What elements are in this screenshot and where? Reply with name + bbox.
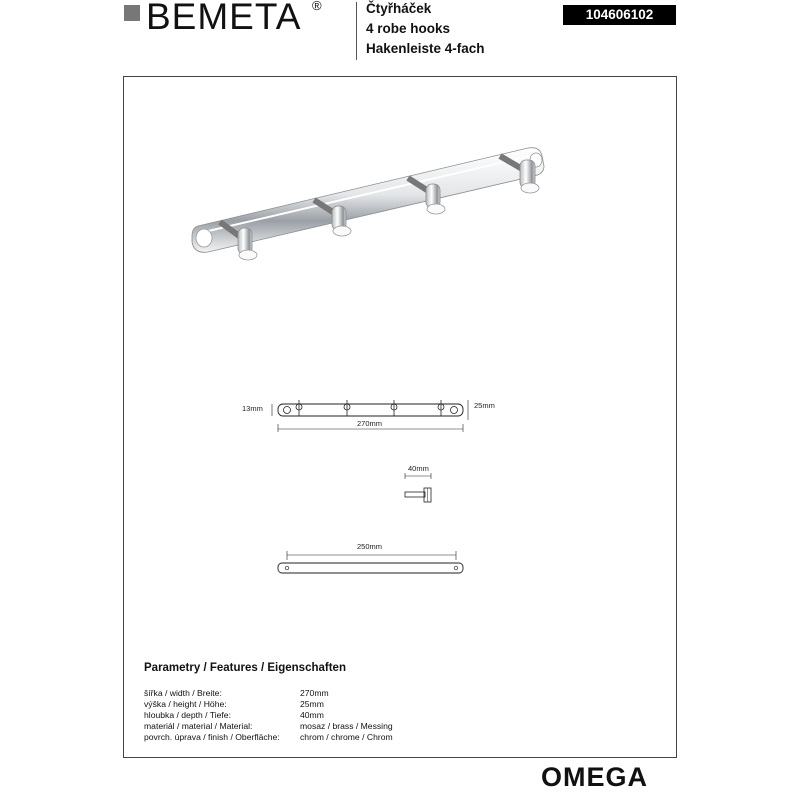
logo-square — [124, 5, 140, 21]
param-value: chrom / chrome / Chrom — [300, 732, 393, 742]
title-czech: Čtyřháček — [366, 1, 432, 16]
title-german: Hakenleiste 4-fach — [366, 41, 485, 56]
header-divider — [356, 2, 357, 60]
param-value: 40mm — [300, 710, 324, 720]
front-view-drawing — [236, 392, 516, 434]
param-label: výška / height / Höhe: — [144, 699, 227, 709]
side-view-drawing — [396, 462, 446, 510]
dim-height-right: 25mm — [474, 401, 495, 410]
params-heading: Parametry / Features / Eigenschaften — [144, 662, 346, 674]
param-label: hloubka / depth / Tiefe: — [144, 710, 231, 720]
param-value: 270mm — [300, 688, 329, 698]
dim-mount-width: 250mm — [357, 542, 383, 551]
brand-logo: BEMETA — [146, 0, 302, 37]
product-code-badge: 104606102 — [563, 5, 676, 25]
param-value: 25mm — [300, 699, 324, 709]
param-value: mosaz / brass / Messing — [300, 721, 393, 731]
param-label: povrch. úprava / finish / Oberfläche: — [144, 732, 280, 742]
param-label: materiál / material / Material: — [144, 721, 253, 731]
product-image — [180, 140, 560, 270]
title-english: 4 robe hooks — [366, 21, 451, 36]
registered-mark: ® — [312, 0, 322, 13]
dim-height-left: 13mm — [242, 404, 263, 413]
dim-depth: 40mm — [408, 464, 429, 473]
series-name: OMEGA — [541, 762, 649, 792]
dim-width: 270mm — [357, 419, 383, 428]
param-label: šířka / width / Breite: — [144, 688, 222, 698]
back-view-drawing — [270, 538, 470, 578]
